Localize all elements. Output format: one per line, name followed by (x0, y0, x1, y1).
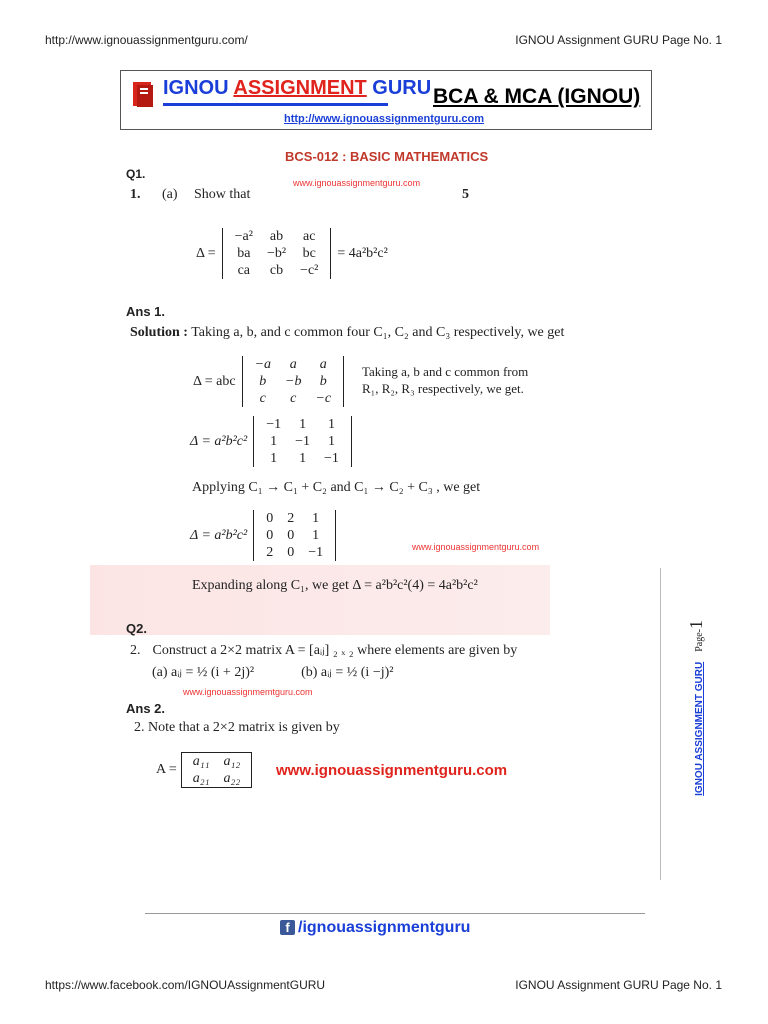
ans1-determinant-3: Δ = a²b²c² 0 2 1 0 0 1 2 0 −1 (190, 510, 336, 561)
ans2-text: 2. Note that a 2×2 matrix is given by (134, 720, 340, 735)
matrix-cell: −c (315, 391, 332, 406)
matrix-cell: cb (269, 263, 284, 278)
q1-part: (a) (162, 187, 178, 202)
matrix-cell: 1 (299, 451, 307, 466)
delta-abc: Δ = abc (193, 373, 236, 389)
subject-title: BCS-012 : BASIC MATHEMATICS (285, 149, 489, 164)
side-divider (660, 568, 661, 880)
matrix-cell: ba (237, 246, 251, 261)
delta-symbol: Δ = (196, 245, 216, 261)
q1-text: Show that (194, 187, 251, 202)
ans1-determinant-1 (193, 356, 344, 407)
ans2-matrix: A = a₁₁ a₁₂ a₂₁ a₂₂ (156, 752, 252, 788)
matrix-cell: ca (237, 263, 251, 278)
q1-marks: 5 (462, 187, 469, 202)
applying-line: Applying C₁ → C₁ + C₂ and C₁ → C₂ + C₃ , we get (192, 480, 481, 495)
faded-watermark-graphic (90, 565, 550, 635)
matrix-cell: ac (302, 229, 316, 244)
book-logo-icon (131, 79, 157, 109)
matrix-row (259, 450, 346, 467)
matrix-cell: 0 (266, 511, 274, 526)
q2-line: 2. Construct a 2×2 matrix A = [aᵢⱼ] ₂ ₓ ₂ where elements are given by (130, 643, 518, 658)
matrix-cell: 2 (287, 511, 295, 526)
matrix-cell: −b² (266, 246, 287, 261)
matrix-cell: c (290, 391, 297, 406)
matrix-cell: −a² (234, 229, 253, 244)
q1-label: Q1. (126, 167, 146, 181)
q1-rhs: = 4a²b²c² (337, 245, 388, 261)
matrix-cell: b (319, 374, 327, 389)
matrix-cell: −b (285, 374, 302, 389)
logo-underline (163, 103, 388, 106)
facebook-icon[interactable]: f (280, 920, 295, 935)
matrix-cell: a₁₁ (192, 754, 210, 769)
watermark-2: www.ignouassignmentguru.com (412, 542, 540, 552)
matrix-row (228, 262, 326, 279)
ans1-note: Taking a, b and c common from R₁, R₂, R₃ respectively, we get. (362, 364, 529, 396)
matrix-row (248, 356, 339, 373)
matrix-cell: 1 (327, 417, 335, 432)
footer-page-label: IGNOU Assignment GURU Page No. 1 (515, 978, 722, 992)
matrix-row (228, 228, 326, 245)
matrix-cell: 0 (287, 545, 295, 560)
ans1-label: Ans 1. (126, 304, 166, 319)
matrix-cell: a (289, 357, 297, 372)
solution-line: Solution : Taking a, b, and c common four C₁, C₂ and C₃ respectively, we get (130, 325, 565, 340)
brand-logo-text: IGNOU ASSIGNMENT GURU (163, 77, 432, 99)
matrix-row (228, 245, 326, 262)
matrix-cell: c (259, 391, 266, 406)
matrix-cell: −a (254, 357, 272, 372)
matrix-row (186, 770, 247, 787)
matrix-cell: 2 (266, 545, 274, 560)
watermark-1: www.ignouassignmentguru.com (293, 178, 421, 188)
side-page-number: 1 (686, 620, 706, 629)
matrix-cell: 1 (270, 451, 278, 466)
matrix-cell: 1 (312, 511, 320, 526)
matrix-cell: 1 (270, 434, 278, 449)
matrix-cell: a₁₂ (223, 754, 241, 769)
matrix-cell: 1 (299, 417, 307, 432)
matrix-row (248, 390, 339, 407)
banner-title: BCA & MCA (IGNOU) (433, 85, 641, 108)
expanding-line: Expanding along C₁, we get Δ = a²b²c²(4) = 4a²b²c² (192, 578, 478, 593)
matrix-cell: −1 (266, 417, 282, 432)
matrix-row (259, 433, 346, 450)
matrix-cell: 0 (287, 528, 295, 543)
side-vertical-label (676, 620, 706, 830)
matrix-cell: a₂₁ (192, 771, 210, 786)
matrix-cell: −1 (295, 434, 311, 449)
q1-determinant (196, 228, 388, 279)
matrix-cell: ab (269, 229, 284, 244)
matrix-cell: −1 (308, 545, 324, 560)
matrix-cell: a (319, 357, 327, 372)
banner-box (120, 70, 652, 130)
side-brand-text: IGNOU ASSIGNMENT GURU (694, 661, 705, 796)
ans1-determinant-2: Δ = a²b²c² −1 1 1 1 −1 1 1 1 −1 (190, 416, 352, 467)
matrix-cell: 1 (327, 434, 335, 449)
matrix-row (186, 753, 247, 770)
matrix-cell: −1 (324, 451, 339, 466)
banner-link[interactable]: http://www.ignouassignmentguru.com (284, 113, 485, 125)
matrix-row (259, 416, 346, 433)
q2-parts: (a) aᵢⱼ = ½ (i + 2j)² (b) aᵢⱼ = ½ (i −j)² (152, 665, 394, 680)
matrix-cell: b (259, 374, 267, 389)
footer-url[interactable]: https://www.facebook.com/IGNOUAssignmentGURU (45, 978, 326, 992)
matrix-row (259, 544, 330, 561)
matrix-cell: a₂₂ (223, 771, 241, 786)
q1-number: 1. (130, 187, 141, 202)
facebook-handle[interactable]: /ignouassignmentguru (298, 919, 471, 936)
header-page-label: IGNOU Assignment GURU Page No. 1 (515, 33, 722, 47)
matrix-cell: −c² (300, 263, 319, 278)
ans2-label: Ans 2. (126, 701, 166, 716)
q2-label: Q2. (126, 621, 147, 636)
site-link[interactable]: www.ignouassignmentguru.com (276, 762, 508, 779)
matrix-row (259, 510, 330, 527)
matrix-row (248, 373, 339, 390)
matrix-cell: bc (302, 246, 316, 261)
matrix-cell: 1 (312, 528, 320, 543)
watermark-3: www.ignouassignmemtguru.com (183, 687, 313, 697)
side-page-label: Page- (694, 629, 705, 652)
matrix-cell: 0 (266, 528, 274, 543)
matrix-row (259, 527, 330, 544)
q1-matrix (222, 228, 332, 279)
header-url: http://www.ignouassignmentguru.com/ (45, 33, 248, 47)
footer-divider (145, 913, 645, 914)
